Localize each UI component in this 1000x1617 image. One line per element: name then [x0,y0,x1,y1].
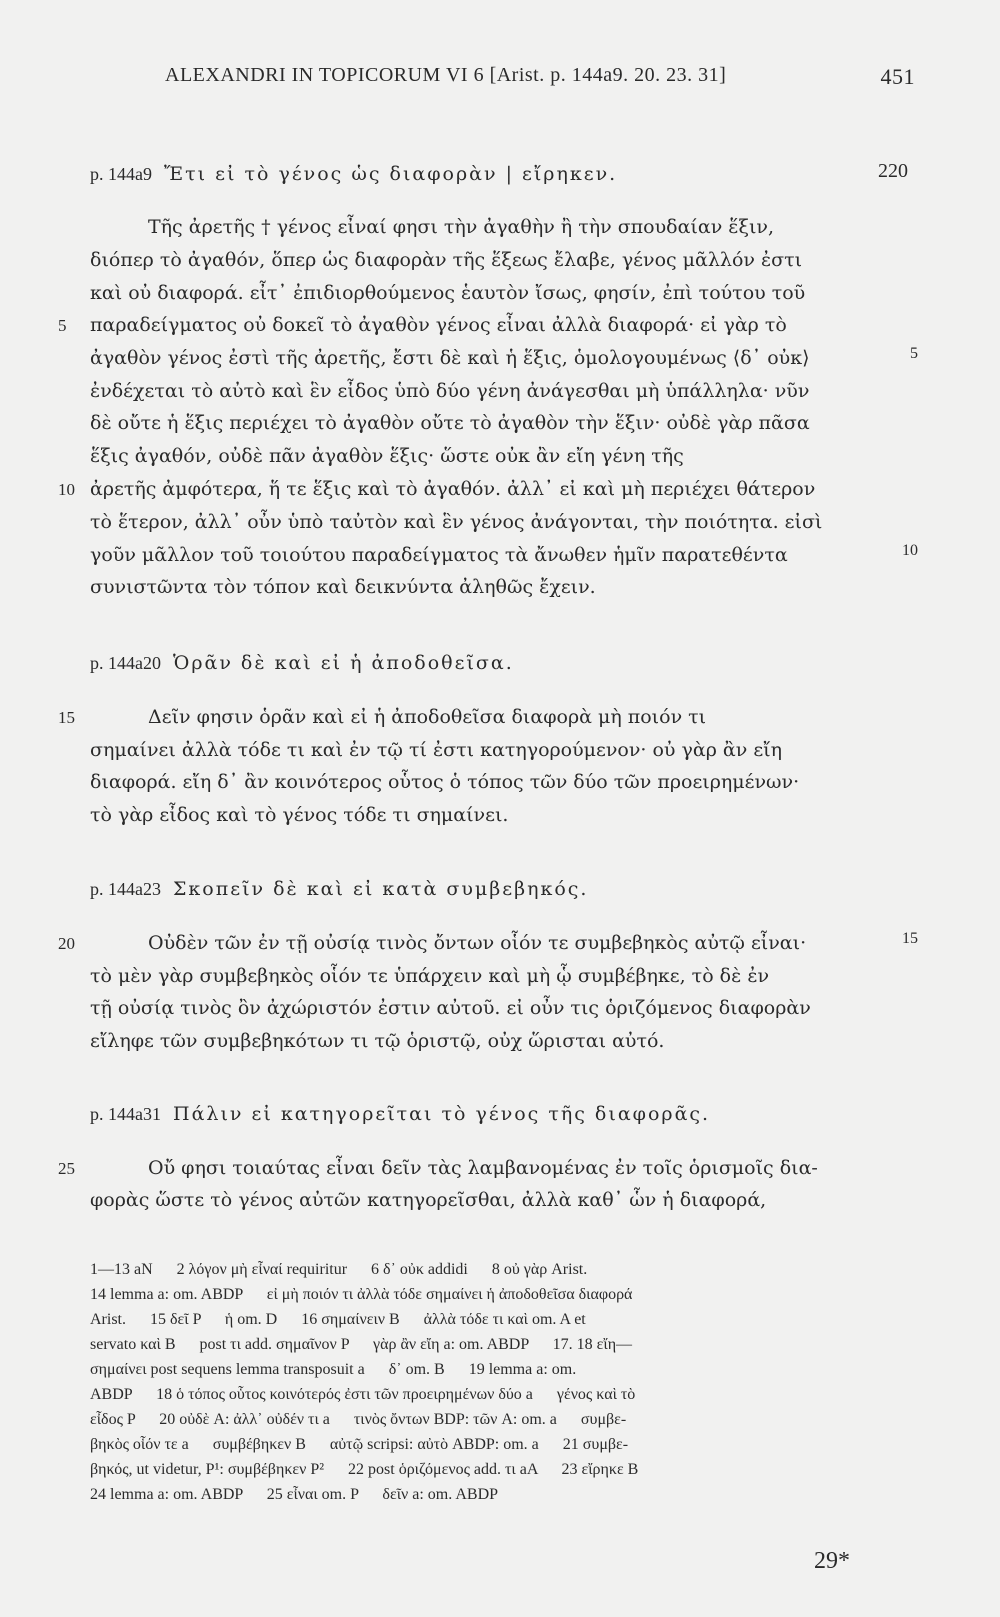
line-text: τῇ οὐσίᾳ τινὸς ὂν ἀχώριστόν ἐστιν αὐτοῦ. εἰ οὖν τις ὁριζόμενος διαφορὰν [90,997,811,1019]
margin-line-number: 5 [910,345,918,362]
margin-page-reference: 220 [878,160,908,182]
text-line [90,932,968,954]
margin-line-number: 10 [902,542,918,559]
text-line [90,478,910,500]
line-text: διόπερ τὸ ἀγαθόν, ὅπερ ὡς διαφορὰν τῆς ἕξεως ἔλαβε, γένος μᾶλλόν ἐστι [90,249,803,271]
line-text: ἀγαθὸν γένος ἐστὶ τῆς ἀρετῆς, ἔστι δὲ καὶ ἡ ἕξις, ὁμολογουμένως ⟨δ᾽ οὐκ⟩ [90,347,810,369]
text-line [90,445,910,467]
text-line [90,771,910,793]
text-line [90,380,910,402]
apparatus-line: Arist. 15 δεῖ P ἡ om. D 16 σημαίνειν B ἀλλὰ τόδε τι καὶ om. A et [90,1311,586,1328]
text-line [90,1189,910,1211]
text-line [90,804,910,826]
line-text: γοῦν μᾶλλον τοῦ τοιούτου παραδείγματος τὰ ἄνωθεν ἡμῖν παρατεθέντα [90,544,788,566]
text-line [90,347,910,369]
page-number: 451 [880,64,915,89]
apparatus-line: σημαίνει post sequens lemma transposuit a δ᾽ om. B 19 lemma a: om. [90,1361,577,1378]
line-text: τὸ μὲν γὰρ συμβεβηκὸς οἷόν τε ὑπάρχειν καὶ μὴ ᾧ συμβέβηκε, τὸ δὲ ἐν [90,965,770,987]
line-text: τὸ ἕτερον, ἀλλ᾽ οὖν ὑπὸ ταὐτὸν καὶ ἓν γένος ἀνάγονται, τὴν ποιότητα. εἰσὶ [90,511,823,533]
critical-apparatus [90,1257,920,1507]
line-text: σημαίνει ἀλλὰ τόδε τι καὶ ἐν τῷ τί ἐστι κατηγορούμενον· οὐ γὰρ ἂν εἴη [90,739,782,761]
line-text: δὲ οὔτε ἡ ἕξις περιέχει τὸ ἀγαθὸν οὔτε τὸ ἀγαθὸν τὴν ἕξιν· οὐδὲ γὰρ πᾶσα [90,412,810,434]
apparatus-line: βηκός, ut videtur, P¹: συμβέβηκεν P² 22 post ὁριζόμενος add. τι aA 23 εἴρηκε B [90,1461,639,1478]
lemma-line [90,652,910,674]
line-text: εἴληφε τῶν συμβεβηκότων τι τῷ ὁριστῷ, οὐχ ὥρισται αὐτό. [90,1030,665,1052]
lemma-reference: p. 144a9 [90,164,152,184]
lemma-line [90,163,910,185]
text-line [90,1157,968,1179]
line-text: Δεῖν φησιν ὁρᾶν καὶ εἰ ἡ ἀποδοθεῖσα διαφορὰ μὴ ποιόν τι [148,706,707,728]
line-text: Ἔτι εἰ τὸ γένος ὡς διαφορὰν | εἴρηκεν. [164,163,618,185]
text-line [90,544,910,566]
text-line [90,706,968,728]
line-text: Τῆς ἀρετῆς † γένος εἶναί φησι τὴν ἀγαθὴν ἢ τὴν σπουδαίαν ἕξιν, [148,216,774,238]
line-text: Ὁρᾶν δὲ καὶ εἰ ἡ ἀποδοθεῖσα. [173,652,514,674]
line-text: Πάλιν εἰ κατηγορεῖται τὸ γένος τῆς διαφορᾶς. [173,1103,711,1125]
lemma-reference: p. 144a31 [90,1104,161,1124]
text-line [90,511,910,533]
apparatus-line: 24 lemma a: om. ABDP 25 εἶναι om. P δεῖν a: om. ABDP [90,1486,499,1503]
text-line [90,997,910,1019]
running-head-title: ALEXANDRI IN TOPICORUM VI 6 [Arist. p. 144a9. 20. 23. 31] [165,64,727,86]
line-text: Οὐδὲν τῶν ἐν τῇ οὐσίᾳ τινὸς ὄντων οἷόν τε συμβεβηκὸς αὐτῷ εἶναι· [148,932,807,954]
text-line [90,739,910,761]
line-number: 25 [58,1159,75,1178]
line-text: ἕξις ἀγαθόν, οὐδὲ πᾶν ἀγαθὸν ἕξις· ὥστε οὐκ ἂν εἴη γένη τῆς [90,445,684,467]
text-line [90,249,910,271]
apparatus-line: servato καὶ B post τι add. σημαῖνον P γὰρ ἂν εἴη a: om. ABDP 17. 18 εἴη— [90,1336,633,1353]
line-number: 20 [58,934,75,953]
apparatus-line: 1—13 aN 2 λόγον μὴ εἶναί requiritur 6 δ᾽ οὐκ addidi 8 οὐ γὰρ Arist. [90,1261,588,1278]
margin-line-number: 15 [902,930,918,947]
apparatus-line: 14 lemma a: om. ABDP εἰ μὴ ποιόν τι ἀλλὰ τόδε σημαίνει ἡ ἀποδοθεῖσα διαφορά [90,1286,633,1303]
line-text: παραδείγματος οὐ δοκεῖ τὸ ἀγαθὸν γένος εἶναι ἀλλὰ διαφορά· εἰ γὰρ τὸ [90,314,787,336]
text-line [90,965,910,987]
text-line [90,412,910,434]
text-line [90,282,910,304]
line-text: ἐνδέχεται τὸ αὐτὸ καὶ ἓν εἶδος ὑπὸ δύο γένη ἀνάγεσθαι μὴ ὑπάλληλα· νῦν [90,380,810,402]
line-text: διαφορά. εἴη δ᾽ ἂν κοινότερος οὗτος ὁ τόπος τῶν δύο τῶν προειρημένων· [90,771,800,793]
line-number: 5 [58,316,67,335]
lemma-line [90,1103,910,1125]
lemma-reference: p. 144a20 [90,653,161,673]
line-text: τὸ γὰρ εἶδος καὶ τὸ γένος τόδε τι σημαίνει. [90,804,509,826]
line-text: φορὰς ὥστε τὸ γένος αὐτῶν κατηγορεῖσθαι, ἀλλὰ καθ᾽ ὧν ἡ διαφορά, [90,1189,767,1211]
line-text: συνιστῶντα τὸν τόπον καὶ δεικνύντα ἀληθῶς ἔχειν. [90,576,596,598]
text-line [90,216,968,238]
lemma-reference: p. 144a23 [90,879,161,899]
line-text: ἀρετῆς ἀμφότερα, ἥ τε ἕξις καὶ τὸ ἀγαθόν. ἀλλ᾽ εἰ καὶ μὴ περιέχει θάτερον [90,478,816,500]
line-number: 15 [58,708,75,727]
text-line [90,314,910,336]
apparatus-line: εἶδος P 20 οὐδὲ A: ἀλλ᾽ οὐδέν τι a τινὸς ὄντων BDP: τῶν A: om. a συμβε- [90,1411,627,1428]
signature-mark: 29* [814,1548,850,1574]
line-text: Οὔ φησι τοιαύτας εἶναι δεῖν τὰς λαμβανομένας ἐν τοῖς ὁρισμοῖς δια- [148,1157,818,1179]
line-number: 10 [58,480,75,499]
lemma-line [90,878,910,900]
line-text: καὶ οὐ διαφορά. εἶτ᾽ ἐπιδιορθούμενος ἑαυτὸν ἴσως, φησίν, ἐπὶ τούτου τοῦ [90,282,806,304]
apparatus-line: ABDP 18 ὁ τόπος οὗτος κοινότερός ἐστι τῶν προειρημένων δύο a γένος καὶ τὸ [90,1386,636,1403]
apparatus-line: βηκὸς οἷόν τε a συμβέβηκεν B αὐτῷ scripsi: αὐτὸ ABDP: om. a 21 συμβε- [90,1436,629,1453]
text-line [90,1030,910,1052]
line-text: Σκοπεῖν δὲ καὶ εἰ κατὰ συμβεβηκός. [173,878,589,900]
text-line [90,576,910,598]
